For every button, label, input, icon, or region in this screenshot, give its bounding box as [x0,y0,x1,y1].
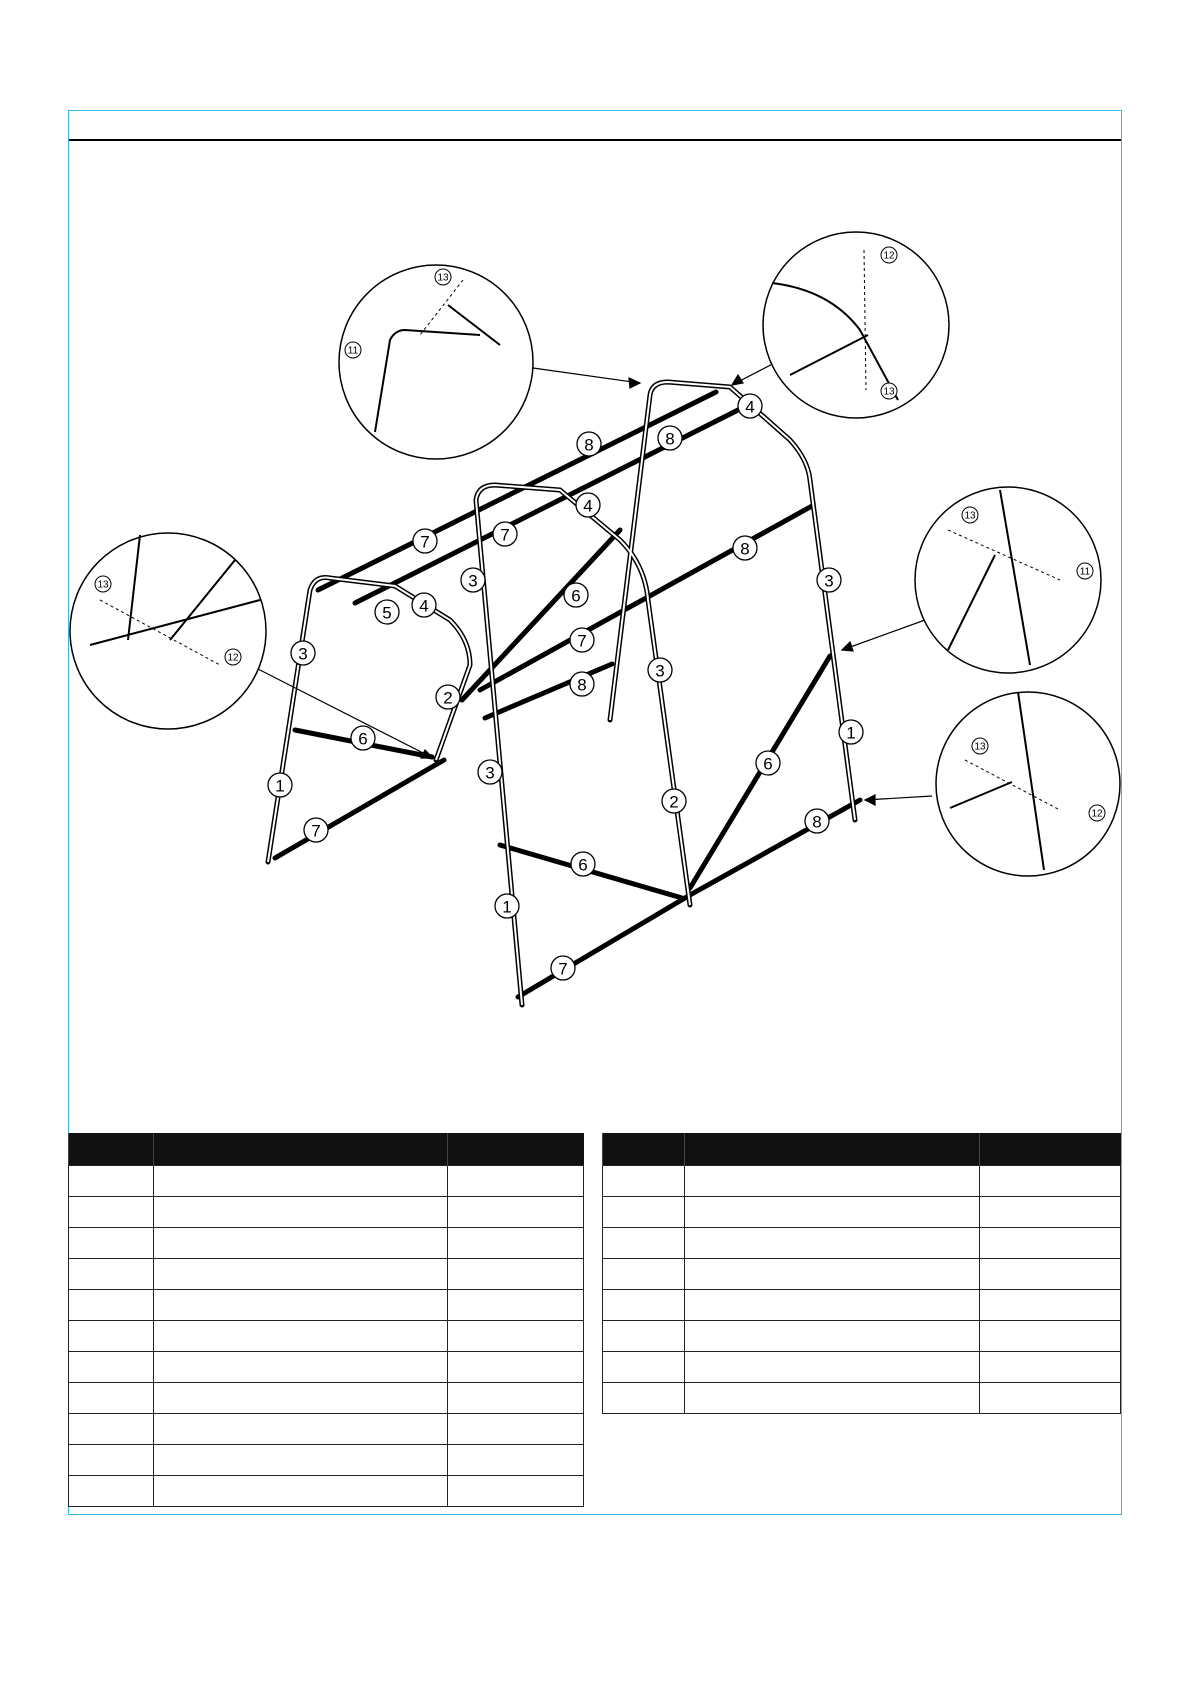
svg-text:11: 11 [347,345,359,357]
callout-12 [881,247,897,263]
svg-text:8: 8 [665,429,675,449]
table-header-row [603,1133,1121,1166]
callout-2 [436,685,460,709]
svg-text:1: 1 [846,723,856,743]
side-purlin-mid [485,664,612,718]
table-row [603,1290,1121,1321]
svg-text:12: 12 [883,250,895,262]
svg-text:13: 13 [883,386,895,398]
table-row [603,1321,1121,1352]
svg-text:7: 7 [420,532,430,552]
table-row [69,1445,584,1476]
callout-8 [570,672,594,696]
callout-4 [738,394,762,418]
svg-text:12: 12 [227,652,239,664]
parts-list-table-left [68,1133,584,1507]
base-rail-middle [518,895,690,997]
table-row [603,1197,1121,1228]
frame-tubes [268,382,860,1005]
callout-4 [412,593,436,617]
callout-1 [839,720,863,744]
svg-text:4: 4 [583,496,593,516]
table-row [69,1476,584,1507]
base-rail-front [275,760,444,858]
table-row [69,1383,584,1414]
middle-arch-tube [476,485,690,1005]
callout-7 [413,529,437,553]
part-callouts [268,394,863,980]
table-row [69,1228,584,1259]
callout-2 [662,789,686,813]
svg-text:8: 8 [740,539,750,559]
svg-text:6: 6 [571,586,581,606]
svg-text:4: 4 [745,397,755,417]
svg-text:8: 8 [812,812,822,832]
table-row [69,1290,584,1321]
table-row [603,1259,1121,1290]
side-purlin-upper [480,506,812,690]
callout-13 [95,576,111,592]
table-row [603,1352,1121,1383]
svg-text:2: 2 [669,792,679,812]
svg-text:7: 7 [577,631,587,651]
callout-6 [756,751,780,775]
table-row [69,1259,584,1290]
detail-view-rear-base [936,692,1120,876]
svg-text:13: 13 [974,741,986,753]
callout-11 [345,342,361,358]
table-row [69,1197,584,1228]
table-row [603,1383,1121,1414]
table-row [603,1166,1121,1197]
callout-12 [225,649,241,665]
svg-text:13: 13 [437,272,449,284]
svg-text:3: 3 [655,661,665,681]
callout-3 [817,568,841,592]
svg-text:3: 3 [485,763,495,783]
svg-text:13: 13 [964,510,976,522]
callout-4 [576,493,600,517]
callout-6 [571,852,595,876]
svg-text:13: 13 [97,579,109,591]
svg-text:8: 8 [584,435,594,455]
svg-text:1: 1 [502,897,512,917]
callout-7 [551,956,575,980]
svg-text:4: 4 [419,596,429,616]
svg-text:6: 6 [358,729,368,749]
svg-text:5: 5 [382,603,392,623]
svg-text:7: 7 [311,821,321,841]
detail-view-front-base [70,533,266,729]
callout-3 [648,658,672,682]
front-arch-tube [268,578,470,863]
table-header-row [69,1133,584,1166]
callout-8 [577,432,601,456]
callout-13 [881,383,897,399]
table-row [69,1414,584,1445]
callout-3 [478,760,502,784]
svg-text:12: 12 [1091,808,1103,820]
svg-text:7: 7 [558,959,568,979]
callout-8 [805,809,829,833]
svg-text:7: 7 [500,525,510,545]
svg-text:3: 3 [298,644,308,664]
callout-12 [1089,805,1105,821]
callout-11 [1077,563,1093,579]
callout-13 [972,738,988,754]
svg-text:2: 2 [443,688,453,708]
callout-3 [291,641,315,665]
callout-8 [733,536,757,560]
svg-text:3: 3 [824,571,834,591]
table-row [603,1228,1121,1259]
callout-7 [493,522,517,546]
svg-text:11: 11 [1079,566,1091,578]
detail-view-rear-mid [915,487,1101,673]
table-row [69,1352,584,1383]
parts-list-table-right [602,1133,1121,1414]
detail-view-front-top [339,265,533,459]
callout-6 [351,726,375,750]
callout-13 [435,269,451,285]
svg-text:1: 1 [275,776,285,796]
svg-text:8: 8 [577,675,587,695]
callout-3 [461,568,485,592]
svg-text:6: 6 [578,855,588,875]
callout-6 [564,583,588,607]
svg-text:6: 6 [763,754,773,774]
callout-8 [658,426,682,450]
callout-5 [375,600,399,624]
svg-text:3: 3 [468,571,478,591]
callout-1 [268,773,292,797]
table-row [69,1166,584,1197]
callout-7 [304,818,328,842]
callout-13 [962,507,978,523]
table-row [69,1321,584,1352]
callout-7 [570,628,594,652]
callout-1 [495,894,519,918]
